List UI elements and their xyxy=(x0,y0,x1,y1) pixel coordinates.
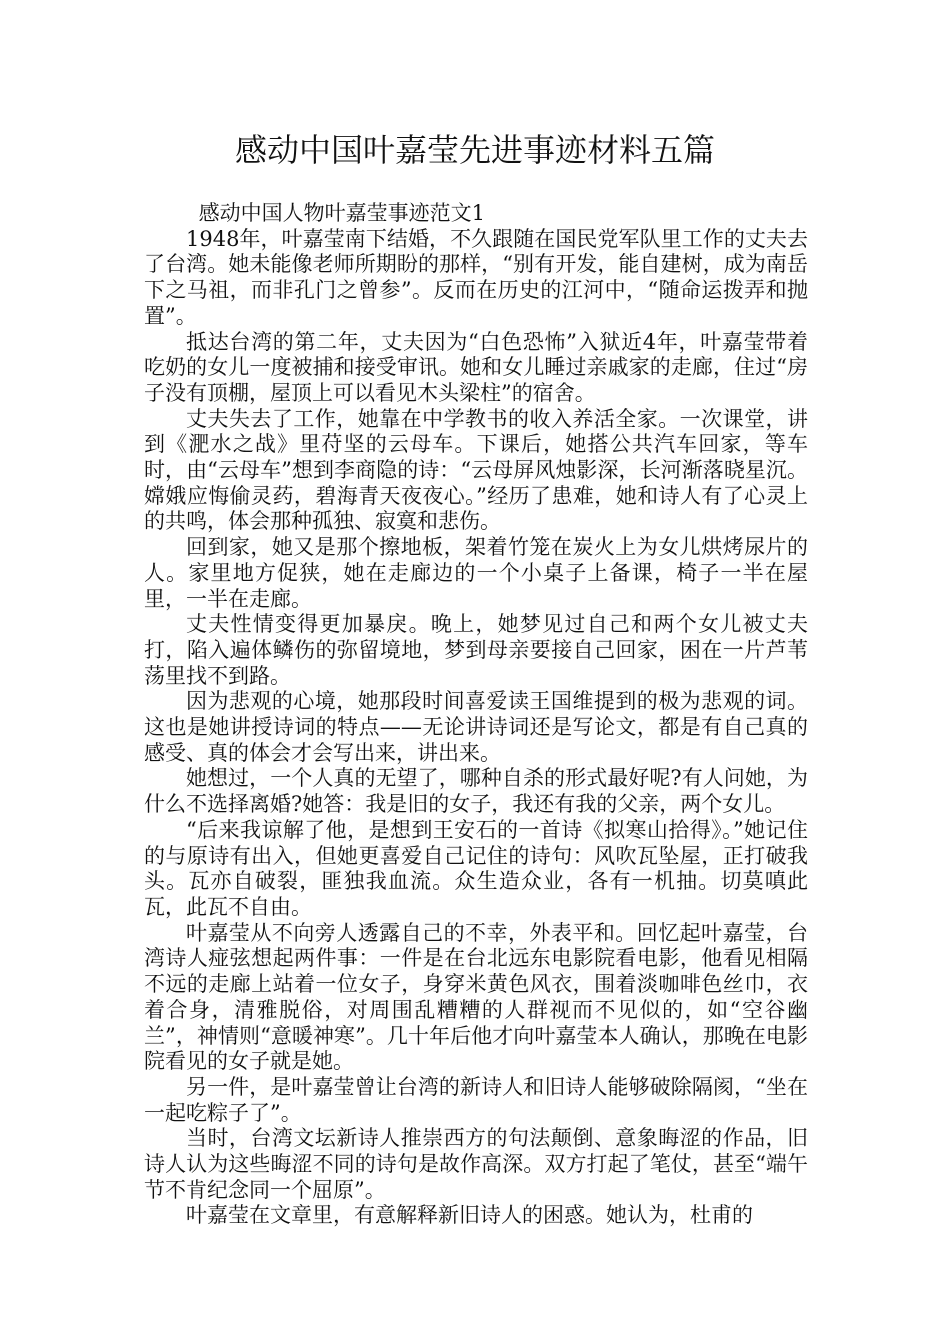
paragraph-11: 当时，台湾文坛新诗人推崇西方的句法颠倒、意象晦涩的作品，旧诗人认为这些晦涩不同的诗句是故作高深。双方打起了笔仗，甚至“端午节不肯纪念同一个屈原”。 xyxy=(144,1126,808,1202)
document-body xyxy=(144,201,808,1229)
paragraph-4: 回到家，她又是那个擦地板，架着竹笼在炭火上为女儿烘烤尿片的人。家里地方促狭，她在走廊边的一个小桌子上备课，椅子一半在屋里，一半在走廊。 xyxy=(144,535,808,611)
paragraph-10: 另一件，是叶嘉莹曾让台湾的新诗人和旧诗人能够破除隔阂，“坐在一起吃粽子了”。 xyxy=(144,1074,808,1125)
paragraph-6: 因为悲观的心境，她那段时间喜爱读王国维提到的极为悲观的词。这也是她讲授诗词的特点——无论讲诗词还是写论文，都是有自己真的感受、真的体会才会写出来，讲出来。 xyxy=(144,689,808,765)
paragraph-1: 1948年，叶嘉莹南下结婚，不久跟随在国民党军队里工作的丈夫去了台湾。她未能像老师所期盼的那样，“别有开发，能自建树，成为南岳下之马祖，而非孔门之曾参”。反而在历史的江河中，“随命运拨弄和抛置”。 xyxy=(144,226,808,328)
section-heading: 感动中国人物叶嘉莹事迹范文1 xyxy=(198,201,485,225)
paragraph-3: 丈夫失去了工作，她靠在中学教书的收入养活全家。一次课堂，讲到《淝水之战》里苻坚的云母车。下课后，她搭公共汽车回家，等车时，由“云母车”想到李商隐的诗：“云母屏风烛影深，长河渐落晓星沉。嫦娥应悔偷灵药，碧海青天夜夜心。”经历了患难，她和诗人有了心灵上的共鸣，体会那种孤独、寂寞和悲伤。 xyxy=(144,406,808,534)
paragraph-7: 她想过，一个人真的无望了，哪种自杀的形式最好呢?有人问她，为什么不选择离婚?她答：我是旧的女子，我还有我的父亲，两个女儿。 xyxy=(144,766,808,817)
paragraph-5: 丈夫性情变得更加暴戾。晚上，她梦见过自己和两个女儿被丈夫打，陷入遍体鳞伤的弥留境地，梦到母亲要接自己回家，困在一片芦苇荡里找不到路。 xyxy=(144,612,808,688)
paragraph-12: 叶嘉莹在文章里，有意解释新旧诗人的困惑。她认为，杜甫的 xyxy=(186,1203,753,1228)
paragraph-2: 抵达台湾的第二年，丈夫因为“白色恐怖”入狱近4年，叶嘉莹带着吃奶的女儿一度被捕和接受审讯。她和女儿睡过亲戚家的走廊，住过“房子没有顶棚，屋顶上可以看见木头梁柱”的宿舍。 xyxy=(144,329,808,405)
document-title: 感动中国叶嘉莹先进事迹材料五篇 xyxy=(234,131,715,169)
paragraph-9: 叶嘉莹从不向旁人透露自己的不幸，外表平和。回忆起叶嘉莹，台湾诗人痖弦想起两件事：一件是在台北远东电影院看电影，他看见相隔不远的走廊上站着一位女子，身穿米黄色风衣，围着淡咖啡色丝巾，衣着合身，清雅脱俗，对周围乱糟糟的人群视而不见似的，如“空谷幽兰”，神情则“意暖神寒”。几十年后他才向叶嘉莹本人确认，那晚在电影院看见的女子就是她。 xyxy=(144,920,808,1074)
paragraph-8: “后来我谅解了他，是想到王安石的一首诗《拟寒山拾得》。”她记住的与原诗有出入，但她更喜爱自己记住的诗句：风吹瓦坠屋，正打破我头。瓦亦自破裂，匪独我血流。众生造众业，各有一机抽。切莫嗔此瓦，此瓦不自由。 xyxy=(144,817,808,919)
